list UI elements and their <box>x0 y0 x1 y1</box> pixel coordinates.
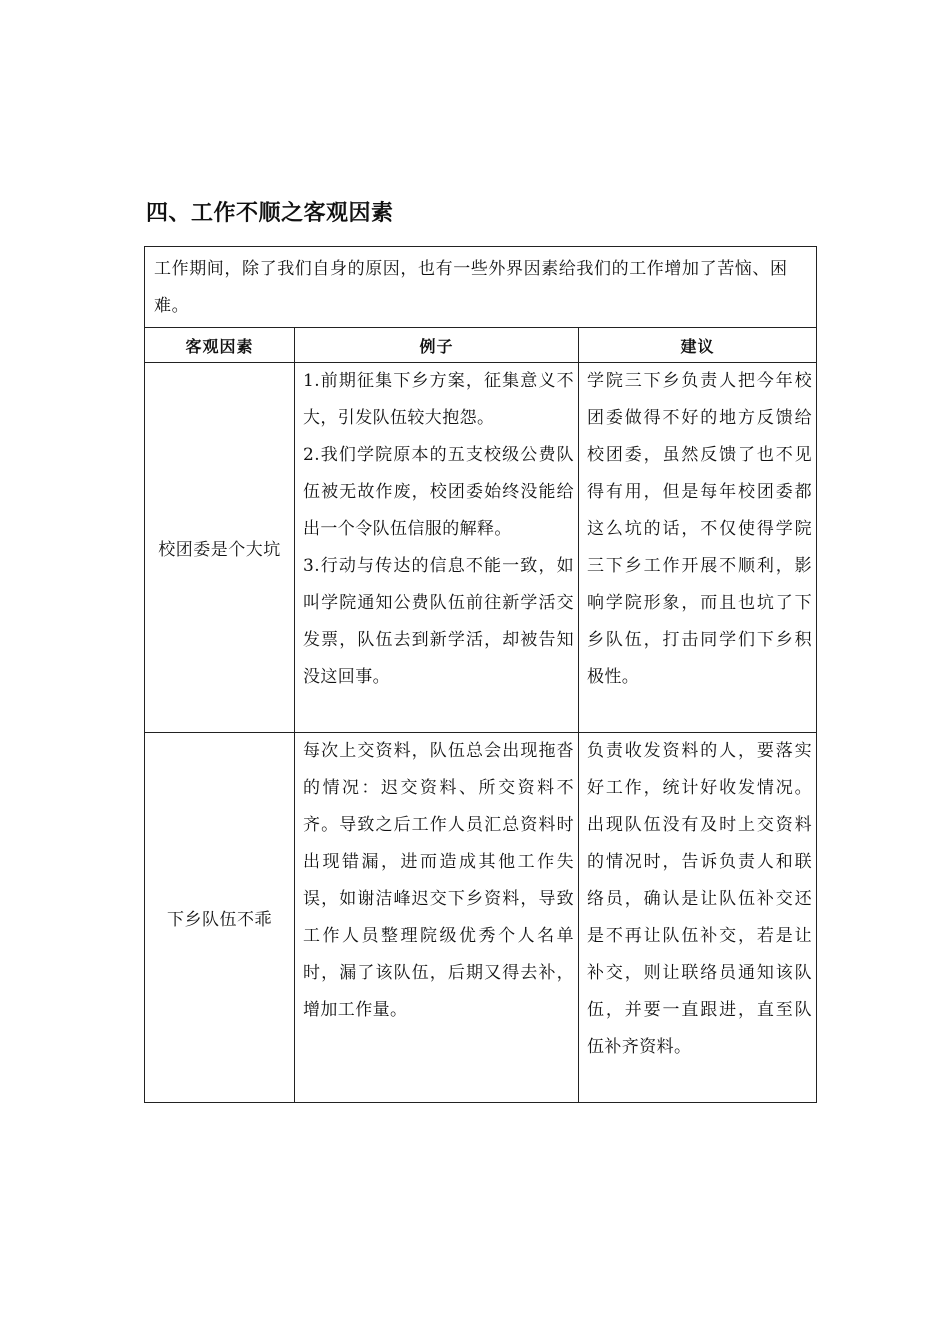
example-item: 1.前期征集下乡方案，征集意义不大，引发队伍较大抱怨。 <box>303 371 574 428</box>
table-row <box>145 733 817 1103</box>
table-row <box>145 363 817 733</box>
intro-text: 工作期间，除了我们自身的原因，也有一些外界因素给我们的工作增加了苦恼、困难。 <box>145 247 817 328</box>
factor-cell: 校团委是个大坑 <box>145 363 295 733</box>
section-heading: 四、工作不顺之客观因素 <box>146 201 394 226</box>
example-item: 每次上交资料，队伍总会出现拖沓的情况：迟交资料、所交资料不齐。导致之后工作人员汇总资料时出现错漏，进而造成其他工作失误，如谢洁峰迟交下乡资料，导致工作人员整理院级优秀个人名单时，漏了该队伍，后期又得去补，增加工作量。 <box>303 741 574 1020</box>
example-item: 3.行动与传达的信息不能一致，如叫学院通知公费队伍前往新学活交发票，队伍去到新学活，却被告知没这回事。 <box>303 556 574 687</box>
objective-factors-table <box>144 246 817 1103</box>
factor-cell: 下乡队伍不乖 <box>145 733 295 1103</box>
suggestion-cell <box>579 363 817 733</box>
suggestion-cell <box>579 733 817 1103</box>
suggestion-text: 负责收发资料的人，要落实好工作，统计好收发情况。出现队伍没有及时上交资料的情况时，告诉负责人和联络员，确认是让队伍补交还是不再让队伍补交，若是让补交，则让联络员通知该队伍，并要一直跟进，直至队伍补齐资料。 <box>587 741 812 1057</box>
example-cell <box>295 363 579 733</box>
suggestion-text: 学院三下乡负责人把今年校团委做得不好的地方反馈给校团委，虽然反馈了也不见得有用，但是每年校团委都这么坑的话，不仅使得学院三下乡工作开展不顺利，影响学院形象，而且也坑了下乡队伍，打击同学们下乡积极性。 <box>587 371 812 687</box>
table-header-row <box>145 328 817 363</box>
example-cell <box>295 733 579 1103</box>
column-header-suggestion: 建议 <box>579 328 817 363</box>
column-header-factor: 客观因素 <box>145 328 295 363</box>
column-header-example: 例子 <box>295 328 579 363</box>
intro-row <box>145 247 817 328</box>
example-item: 2.我们学院原本的五支校级公费队伍被无故作废，校团委始终没能给出一个令队伍信服的解释。 <box>303 445 574 539</box>
